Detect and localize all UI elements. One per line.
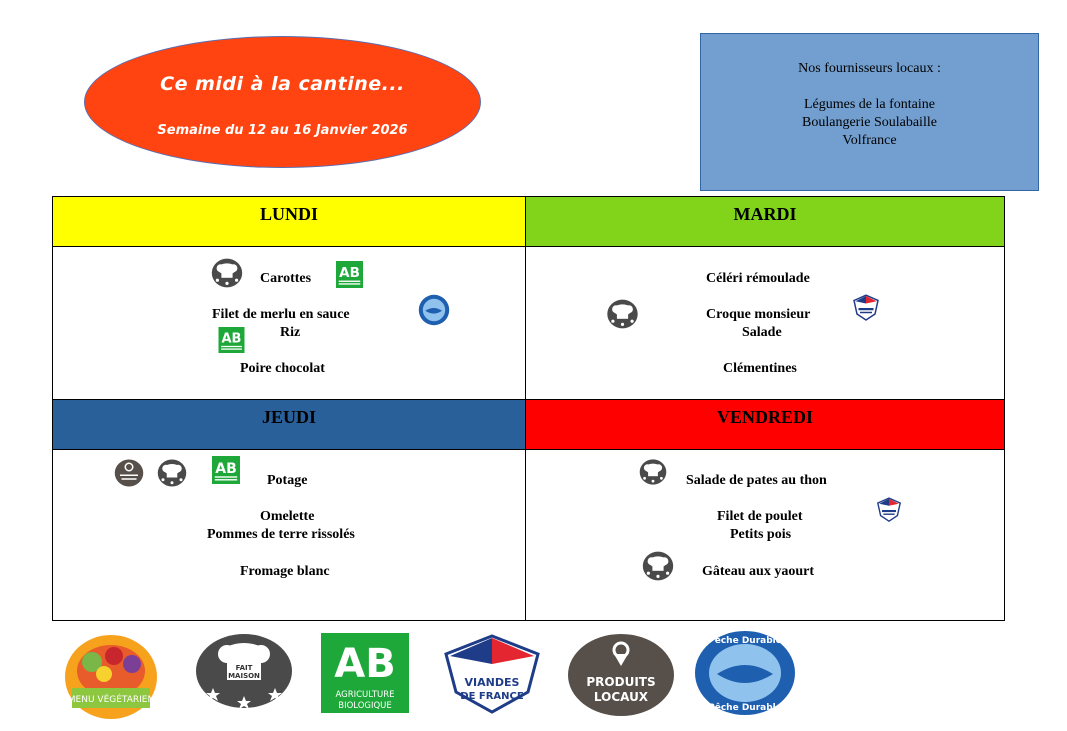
organic-ab-icon	[335, 261, 364, 288]
supplier-item: Boulangerie Soulabaille	[802, 115, 937, 130]
local-products-logo	[566, 632, 676, 718]
menu-item: Salade de pates au thon	[686, 473, 827, 488]
supplier-item: Volfrance	[842, 133, 897, 148]
legend-french-meat-line1: VIANDES	[464, 676, 520, 689]
legend-organic-line1: AGRICULTURE	[335, 690, 395, 700]
sustainable-fishing-logo	[693, 630, 797, 716]
suppliers-heading: Nos fournisseurs locaux :	[798, 61, 941, 76]
day-menu-monday	[52, 246, 526, 400]
menu-item: Croque monsieur	[706, 307, 811, 322]
menu-item: Filet de poulet	[717, 509, 803, 524]
legend-local-line1: PRODUITS	[586, 675, 656, 689]
menu-item: Salade	[742, 325, 782, 340]
supplier-item: Légumes de la fontaine	[803, 97, 935, 112]
vegetarian-menu-logo	[62, 632, 160, 722]
homemade-icon	[154, 458, 190, 488]
legend-organic-mark: AB	[334, 641, 396, 687]
day-header-friday: VENDREDI	[525, 399, 1005, 450]
local-suppliers-box	[700, 33, 1039, 191]
local-products-icon	[113, 458, 145, 488]
menu-item: Gâteau aux yaourt	[702, 564, 814, 579]
day-header-thursday: JEUDI	[52, 399, 526, 450]
legend-homemade-line1: FAIT	[235, 664, 253, 672]
organic-ab-icon	[217, 327, 246, 353]
organic-farming-logo	[321, 633, 409, 713]
menu-week: Semaine du 12 au 16 Janvier 2026	[157, 123, 408, 138]
homemade-icon	[634, 458, 672, 486]
menu-item: Petits pois	[730, 527, 792, 542]
menu-title-banner	[84, 36, 481, 168]
menu-item: Potage	[267, 473, 308, 488]
french-meat-logo	[438, 632, 546, 714]
menu-item: Omelette	[260, 509, 315, 524]
homemade-icon	[606, 298, 639, 330]
day-header-tuesday: MARDI	[525, 196, 1005, 247]
weekly-menu-grid	[52, 196, 1005, 621]
legend-french-meat-line2: DE FRANCE	[460, 691, 524, 702]
legend-fishing-bottom: Pêche Durable	[708, 703, 782, 713]
homemade-icon	[211, 257, 243, 289]
legend-vegetarian-label: MENU VÉGÉTARIEN	[67, 695, 155, 705]
legend-local-line2: LOCAUX	[593, 690, 649, 704]
menu-item: Filet de merlu en sauce	[212, 307, 350, 322]
organic-ab-icon	[211, 456, 241, 484]
menu-item: Clémentines	[723, 361, 797, 376]
menu-item: Riz	[280, 325, 301, 340]
legend-fishing-top: Pêche Durable	[708, 636, 782, 646]
menu-item: Poire chocolat	[240, 361, 325, 376]
menu-item: Fromage blanc	[240, 564, 330, 579]
sustainable-fishing-icon	[415, 294, 453, 326]
menu-item: Pommes de terre rissolés	[207, 527, 355, 542]
menu-title: Ce midi à la cantine...	[160, 73, 405, 95]
day-menu-thursday	[52, 449, 526, 621]
menu-item: Céléri rémoulade	[706, 271, 810, 286]
homemade-icon	[642, 550, 674, 582]
french-meat-icon	[848, 293, 884, 323]
day-menu-friday	[525, 449, 1005, 621]
menu-item: Carottes	[260, 271, 312, 286]
homemade-logo	[193, 630, 295, 712]
day-header-monday: LUNDI	[52, 196, 526, 247]
legend-organic-line2: BIOLOGIQUE	[338, 701, 392, 711]
french-meat-icon	[872, 496, 906, 524]
legend-homemade-line2: MAISON	[228, 672, 260, 680]
day-menu-tuesday	[525, 246, 1005, 400]
